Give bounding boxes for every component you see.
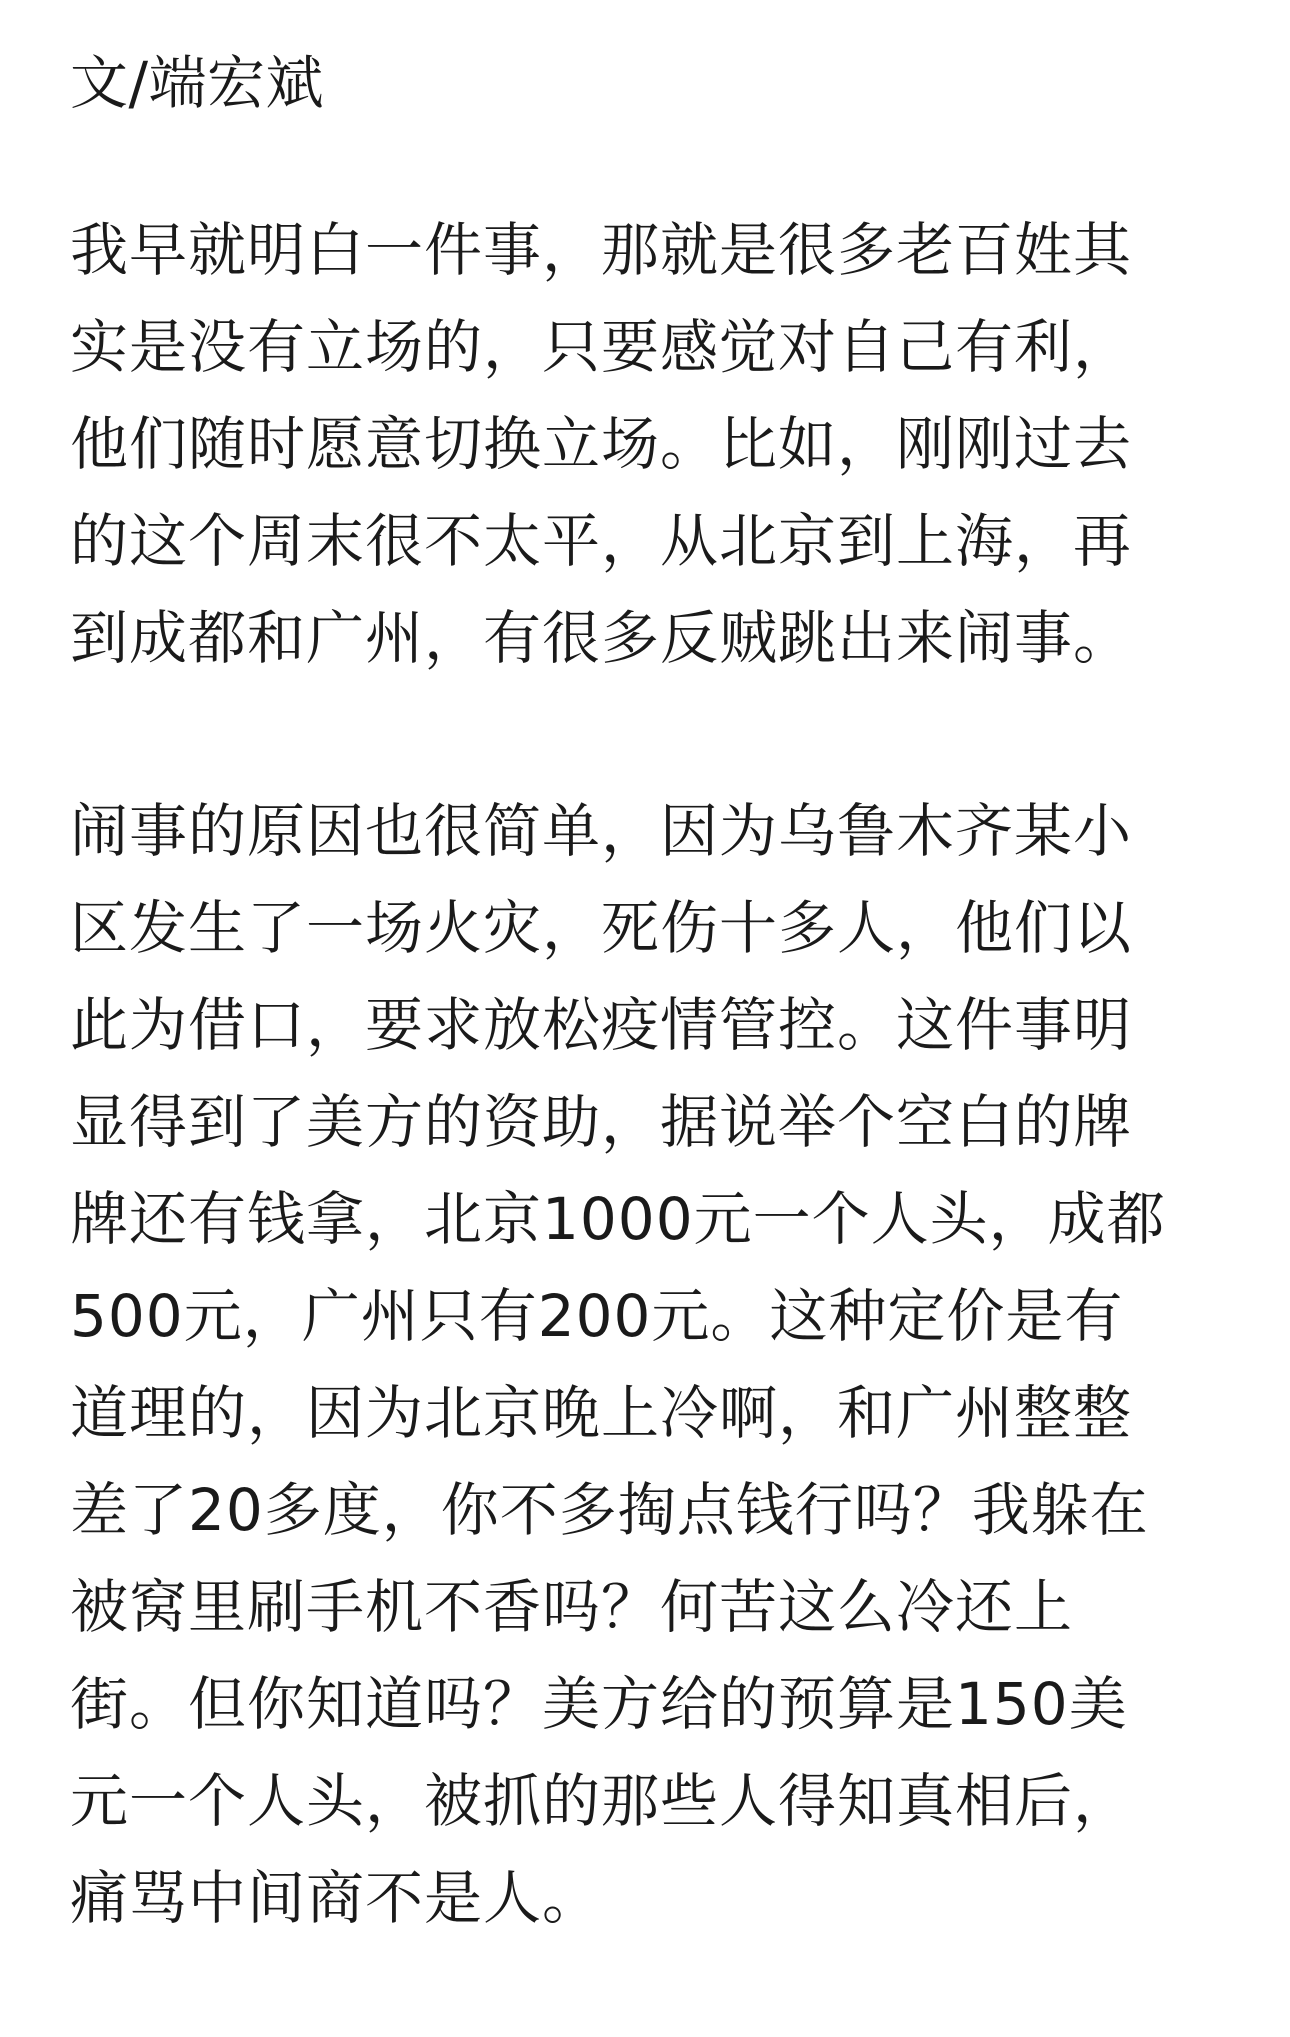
text-line: 牌还有钱拿，北京1000元一个人头，成都 (70, 1185, 1166, 1253)
text-line: 实是没有立场的，只要感觉对自己有利， (70, 313, 1133, 381)
text-line: 此为借口，要求放松疫情管控。这件事明 (70, 991, 1133, 1059)
text-line: 闹事的原因也很简单，因为乌鲁木齐某小 (70, 797, 1133, 865)
text-line: 我早就明白一件事，那就是很多老百姓其 (70, 216, 1133, 284)
text-line: 区发生了一场火灾，死伤十多人，他们以 (70, 894, 1133, 962)
text-line: 被窝里刷手机不香吗？何苦这么冷还上 (70, 1573, 1074, 1641)
text-line: 痛骂中间商不是人。 (70, 1864, 602, 1932)
byline: 文/端宏斌 (70, 49, 325, 117)
text-line: 元一个人头，被抓的那些人得知真相后， (70, 1767, 1133, 1835)
text-line: 500元，广州只有200元。这种定价是有 (70, 1282, 1124, 1350)
paragraph-gap (70, 687, 1224, 783)
text-line: 的这个周末很不太平，从北京到上海，再 (70, 507, 1133, 575)
text-line: 显得到了美方的资助，据说举个空白的牌 (70, 1088, 1133, 1156)
text-line: 差了20多度，你不多掏点钱行吗？我躲在 (70, 1476, 1149, 1544)
text-line: 道理的，因为北京晚上冷啊，和广州整整 (70, 1379, 1133, 1447)
text-line: 他们随时愿意切换立场。比如，刚刚过去 (70, 410, 1133, 478)
paragraph-2 (70, 783, 1224, 1947)
paragraph-1 (70, 202, 1224, 687)
text-line: 街。但你知道吗？美方给的预算是150美 (70, 1670, 1128, 1738)
text-line: 到成都和广州，有很多反贼跳出来闹事。 (70, 604, 1133, 672)
